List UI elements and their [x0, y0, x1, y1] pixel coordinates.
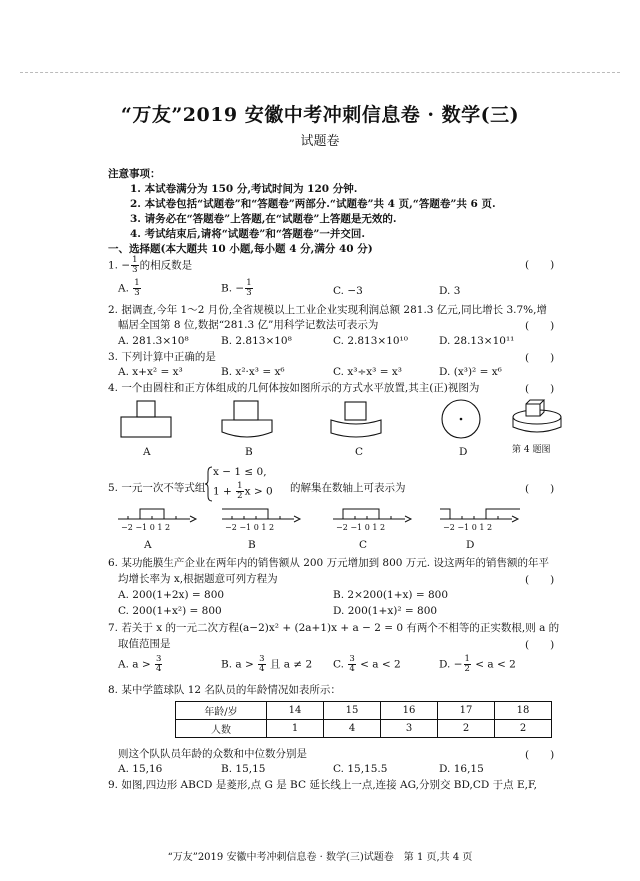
table-cell: 15 [324, 702, 381, 720]
q2-option-a: A. 281.3×10⁸ [118, 335, 189, 347]
q4-option-d-figure [440, 398, 484, 442]
table-cell: 1 [267, 720, 324, 738]
q1-option-a: A. $\frac{1}{3}$ [118, 278, 140, 298]
q5-label-c: C [359, 539, 368, 551]
page-subtitle: 试题卷 [300, 134, 340, 149]
q8-stem: 8. 某中学篮球队 12 名队员的年龄情况如表所示： [108, 684, 341, 696]
q6-option-a: A. 200(1+2x) = 800 [118, 589, 225, 601]
q5-brace [205, 466, 213, 502]
q4-answer-paren: ( ) [525, 383, 555, 395]
q6-option-c: C. 200(1+x²) = 800 [118, 605, 222, 617]
q7-option-a: A. a > $\frac{3}{4}$ [118, 654, 162, 674]
notice-item-2: 2. 本试卷包括“试题卷”和“答题卷”两部分.“试题卷”共 4 页,“答题卷”共 6 页. [130, 198, 496, 210]
q7-line-1: 7. 若关于 x 的一元二次方程(a−2)x² + (2a+1)x + a − 2 = 0 有两个不相等的正实数根,则 a 的 [108, 622, 560, 634]
page-title: “万友”2019 安徽中考冲刺信息卷 · 数学(三) [120, 104, 520, 126]
q7-answer-paren: ( ) [525, 639, 555, 651]
table-cell: 17 [438, 702, 495, 720]
q4-label-b: B [245, 446, 253, 458]
q4-label-a: A [143, 446, 151, 458]
q5-suffix: 的解集在数轴上可表示为 [290, 482, 406, 494]
notice-item-1: 1. 本试卷满分为 150 分,考试时间为 120 分钟. [130, 183, 358, 195]
table-cell: 2 [438, 720, 495, 738]
q6-line-1: 6. 某功能膜生产企业在两年内的销售额从 200 万元增加到 800 万元. 设这两年的销售额的年平 [108, 557, 549, 569]
q4-caption: 第 4 题图 [512, 445, 551, 455]
q5-inequality-2: 1 + $\frac{1}{2}$ x > 0 [213, 481, 273, 501]
q5-prefix: 5. 一元一次不等式组 [108, 482, 206, 494]
table-row [176, 720, 552, 738]
q9-line-1: 9. 如图,四边形 ABCD 是菱形,点 G 是 BC 延长线上一点,连接 AG,分别交 BD,CD 于点 E,F, [108, 779, 537, 791]
q2-line-1: 2. 据调查,今年 1～2 月份,全省规模以上工业企业实现利润总额 281.3 亿元,同比增长 3.7%,增 [108, 304, 547, 316]
q4-label-c: C [355, 446, 364, 458]
q3-option-c: C. x³÷x³ = x³ [333, 366, 402, 378]
table-header-age: 年龄/岁 [176, 702, 267, 720]
table-cell: 4 [324, 720, 381, 738]
table-cell: 16 [381, 702, 438, 720]
q4-option-b-figure [219, 398, 279, 442]
q2-option-c: C. 2.813×10¹⁰ [333, 335, 408, 347]
q6-option-b: B. 2×200(1+x) = 800 [333, 589, 449, 601]
q2-option-b: B. 2.813×10⁸ [221, 335, 292, 347]
section-heading: 一、选择题(本大题共 10 小题,每小题 4 分,满分 40 分) [108, 243, 373, 255]
q7-line-2: 取值范围是 [118, 638, 171, 650]
notice-item-4: 4. 考试结束后,请将“试题卷”和“答题卷”一并交回. [130, 228, 366, 240]
q5-label-a: A [144, 539, 152, 551]
notice-heading: 注意事项： [108, 168, 161, 180]
table-cell: 18 [495, 702, 552, 720]
q2-line-2: 幅居全国第 8 位,数据“281.3 亿”用科学记数法可表示为 [118, 319, 379, 331]
q5-c-ticks: −2 −1 0 1 2 [336, 523, 386, 532]
table-header-count: 人数 [176, 720, 267, 738]
q4-label-d: D [459, 446, 468, 458]
q4-3d-figure [508, 394, 568, 438]
q5-d-ticks: −2 −1 0 1 2 [443, 523, 493, 532]
q6-answer-paren: ( ) [525, 574, 555, 586]
q3-option-a: A. x+x² = x³ [118, 366, 183, 378]
q8-option-b: B. 15,15 [221, 763, 266, 775]
q7-option-c: C. $\frac{3}{4}$ < a < 2 [333, 654, 401, 674]
q5-a-ticks: −2 −1 0 1 2 [121, 523, 171, 532]
q8-age-table [175, 701, 552, 738]
table-cell: 2 [495, 720, 552, 738]
notice-item-3: 3. 请务必在“答题卷”上答题,在“试题卷”上答题是无效的. [130, 213, 397, 225]
page-footer: “万友”2019 安徽中考冲刺信息卷 · 数学(三)试题卷 第 1 页,共 4 页 [167, 852, 473, 863]
q8-option-c: C. 15,15.5 [333, 763, 388, 775]
table-cell: 3 [381, 720, 438, 738]
q2-answer-paren: ( ) [525, 320, 555, 332]
q1-fraction: $\frac{1}{3}$ [132, 255, 138, 275]
q5-b-ticks: −2 −1 0 1 2 [225, 523, 275, 532]
q2-option-d: D. 28.13×10¹¹ [439, 335, 515, 347]
q8-option-d: D. 16,15 [439, 763, 484, 775]
q4-option-a-figure [118, 398, 178, 440]
q3-option-b: B. x²·x³ = x⁶ [221, 366, 285, 378]
cut-line [20, 72, 620, 73]
q5-label-b: B [248, 539, 256, 551]
q3-stem: 3. 下列计算中正确的是 [108, 351, 216, 363]
q5-answer-paren: ( ) [525, 483, 555, 495]
q4-stem: 4. 一个由圆柱和正方体组成的几何体按如图所示的方式水平放置,其主(正)视图为 [108, 382, 480, 394]
q8-answer-paren: ( ) [525, 749, 555, 761]
table-row [176, 702, 552, 720]
q6-line-2: 均增长率为 x,根据题意可列方程为 [118, 573, 278, 585]
q5-label-d: D [466, 539, 475, 551]
q7-option-b: B. a > $\frac{3}{4}$ 且 a ≠ 2 [221, 654, 313, 674]
q6-option-d: D. 200(1+x)² = 800 [333, 605, 438, 617]
q7-option-d: D. − $\frac{1}{2}$ < a < 2 [439, 654, 516, 674]
q4-option-c-figure [328, 398, 388, 442]
q8-option-a: A. 15,16 [118, 763, 163, 775]
q1-option-b: B. − $\frac{1}{3}$ [221, 278, 252, 298]
q3-answer-paren: ( ) [525, 352, 555, 364]
q1-stem: 1. − $\frac{1}{3}$ 的相反数是 [108, 255, 193, 275]
q8-question: 则这个队队员年龄的众数和中位数分别是 [118, 748, 307, 760]
q3-option-d: D. (x³)² = x⁶ [439, 366, 502, 378]
q1-option-d: D. 3 [439, 285, 461, 297]
q1-option-c: C. −3 [333, 285, 363, 297]
table-cell: 14 [267, 702, 324, 720]
q1-answer-paren: ( ) [525, 259, 555, 271]
q5-inequality-1: x − 1 ≤ 0, [213, 466, 267, 478]
